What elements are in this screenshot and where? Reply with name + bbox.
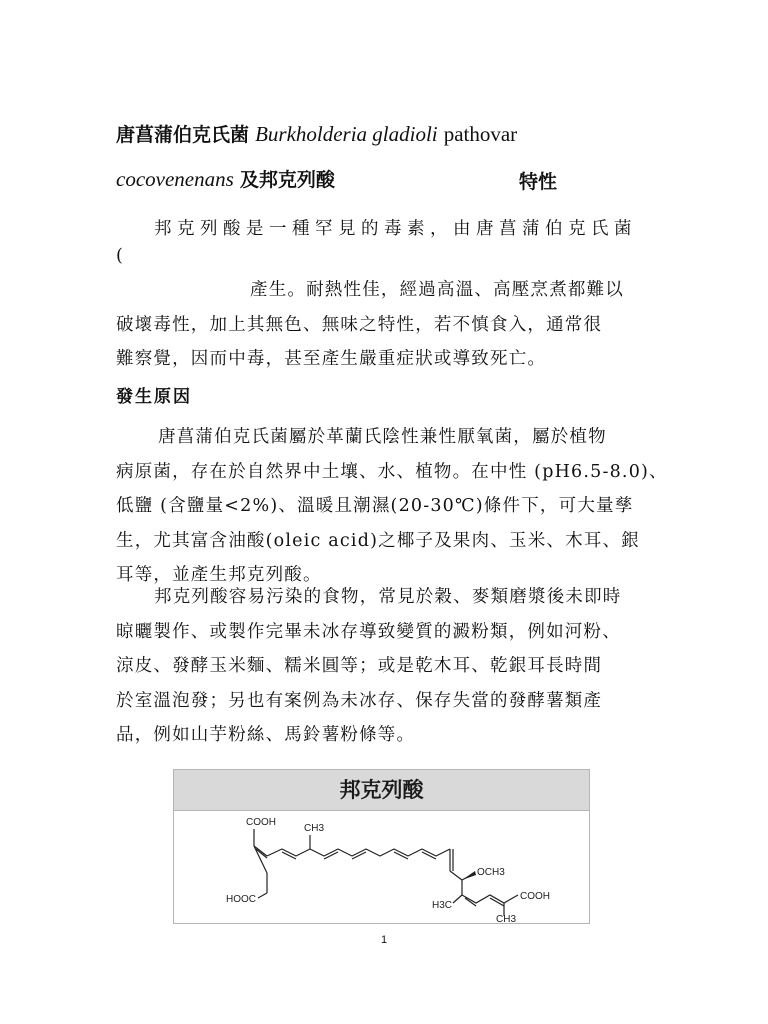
intro-line-5: 難察覺，因而中毒，甚至產生嚴重症狀或導致死亡。 xyxy=(116,349,547,369)
cause-p1-line: 耳等，並產生邦克列酸。 xyxy=(116,565,322,585)
title-line-1 xyxy=(116,122,517,147)
cause-p2-line: 邦克列酸容易污染的食物，常見於穀、麥類磨漿後未即時 xyxy=(154,587,622,607)
cause-p2-line: 晾曬製作、或製作完畢未冰存導致變質的澱粉類，例如河粉、 xyxy=(116,621,621,642)
title-right: 特性 xyxy=(519,171,558,193)
title-species: Burkholderia gladioli xyxy=(255,122,438,146)
label-ch3-top: CH3 xyxy=(304,823,325,834)
cause-p2-line: 於室溫泡發；另也有案例為未冰存、保存失當的發酵薯類產 xyxy=(116,690,603,711)
label-hooc: HOOC xyxy=(226,894,256,905)
label-h3c: H3C xyxy=(432,900,453,911)
title-chinese-end: 及邦克列酸 xyxy=(239,169,335,191)
figure-title: 邦克列酸 xyxy=(174,770,589,811)
page-number: 1 xyxy=(380,934,388,946)
title-line-2 xyxy=(116,167,335,192)
intro-line-1: 邦克列酸是一種罕見的毒素，由唐菖蒲伯克氏菌 xyxy=(154,219,637,239)
cause-p2-line: 涼皮、發酵玉米麵、糯米圓等；或是乾木耳、乾銀耳長時間 xyxy=(116,656,603,676)
intro-line-4: 破壞毒性，加上其無色、無味之特性，若不慎食入，通常很 xyxy=(116,314,603,335)
section-heading: 發生原因 xyxy=(116,387,192,407)
intro-paragraph xyxy=(116,212,654,377)
title-pathovar: pathovar xyxy=(443,122,518,146)
cause-p1-line: 唐菖蒲伯克氏菌屬於革蘭氏陰性兼性厭氧菌，屬於植物 xyxy=(158,427,607,447)
intro-line-3: 產生。耐熱性佳，經過高溫、高壓烹煮都難以 xyxy=(250,280,624,300)
title-variant: cocovenenans xyxy=(116,167,234,191)
stereo-wedge xyxy=(462,871,476,880)
label-cooh-top: COOH xyxy=(246,817,276,828)
bongkrekic-acid-structure xyxy=(174,811,589,923)
label-och3: OCH3 xyxy=(477,867,505,878)
cause-p1-line: 生，尤其富含油酸(oleic acid)之椰子及果肉、玉米、木耳、銀 xyxy=(116,530,640,551)
cause-paragraph-1 xyxy=(116,420,668,593)
cause-p1-line: 病原菌，存在於自然界中土壤、水、植物。在中性 (pH6.5-8.0)、 xyxy=(116,461,668,482)
structure-figure xyxy=(173,769,590,924)
label-cooh-right: COOH xyxy=(520,891,550,902)
title-chinese-name: 唐菖蒲伯克氏菌 xyxy=(116,124,250,146)
cause-p2-line: 品，例如山芋粉絲、馬鈴薯粉條等。 xyxy=(116,725,416,745)
label-ch3-bottom: CH3 xyxy=(496,914,517,923)
cause-p1-line: 低鹽 (含鹽量<2%)、溫暖且潮濕(20-30℃)條件下，可大量孳 xyxy=(116,496,634,516)
cause-paragraph-2 xyxy=(116,580,654,753)
intro-line-2: ( xyxy=(116,245,125,266)
